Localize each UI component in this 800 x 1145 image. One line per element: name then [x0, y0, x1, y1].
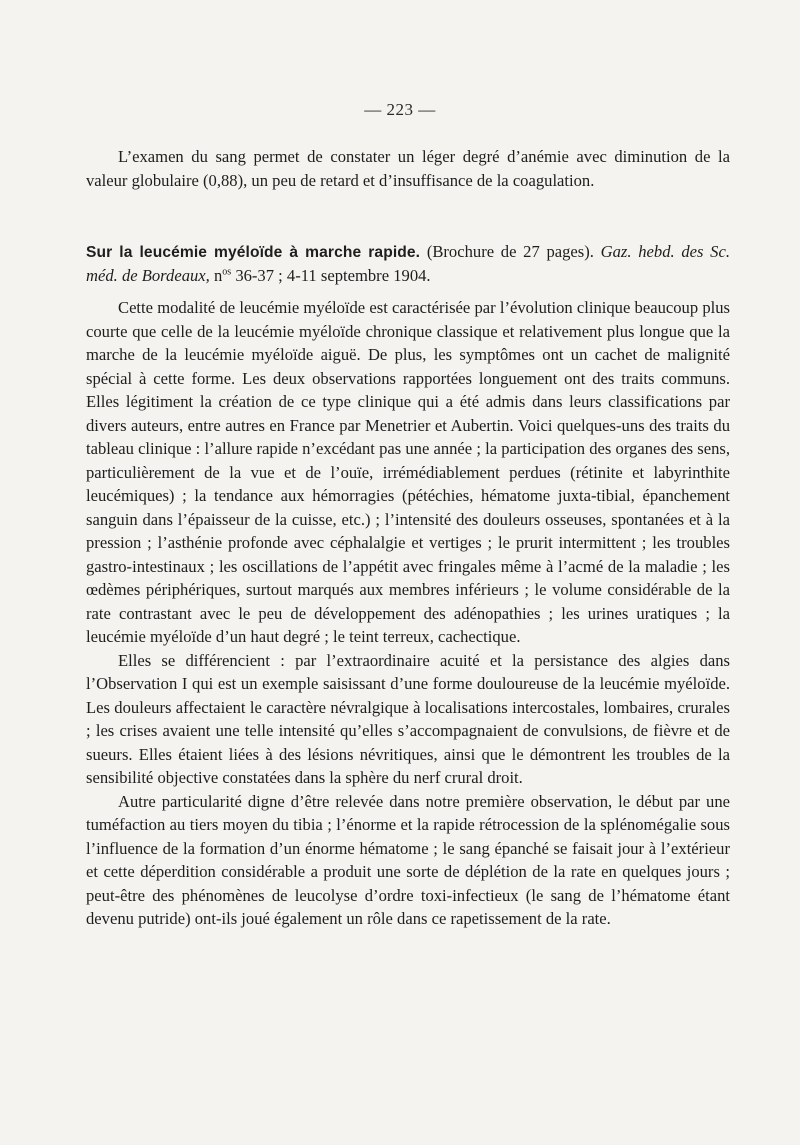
citation-details: (Brochure de 27 pages).	[426, 242, 594, 261]
citation-title: Sur la leucémie myéloïde à marche rapide.	[86, 244, 421, 261]
paragraph-particularity: Autre particularité digne d’être relevée dans notre première observation, le début par une tuméfaction au tiers moyen du tibia ; l’énorme et la rapide rétrocession de la splénomégalie sous l’influence de la formation d’un énorme hématome ; le sang épanché se faisait jour à l’extérieur et cette déperdition considérable a produit une sorte de déplétion de la rate en quelques jours ; peut-être des phénomènes de leucolyse d’ordre toxi-infectieux (le sang de l’hématome étant devenu putride) ont-ils joué également un rôle dans ce rapetissement de la rate.	[86, 791, 730, 928]
citation-issue: 36-37 ; 4-11 septembre 1904.	[235, 266, 431, 285]
paragraph-differences: Elles se différencient : par l’extraordinaire acuité et la persistance des algies dans l’Observation I qui est un exemple saisissant d’une forme douloureuse de la leucémie myéloïde. Les douleurs affectaient le caractère névralgique à localisations intercostales, lombaires, crurales ; les crises avaient une telle intensité qu’elles s’accompagnaient de convulsions, de fièvre et de sueurs. Elles étaient liées à des lésions névritiques, ainsi que le démontrent les troubles de la sensibilité objective constatées dans la sphère du nerf crural droit.	[86, 650, 730, 787]
citation-journal: Gaz. hebd. des Sc. méd. de Bordeaux,	[86, 242, 730, 285]
citation-heading	[86, 240, 730, 287]
citation-issue-sup: os	[222, 266, 232, 278]
intro-section	[86, 145, 730, 192]
intro-paragraph: L’examen du sang permet de constater un léger degré d’anémie avec diminution de la valeur globulaire (0,88), un peu de retard et d’insuffisance de la coagulation.	[86, 147, 730, 190]
citation-issue-prefix: n	[213, 266, 223, 285]
body-text	[86, 296, 730, 931]
paragraph-clinical-features: Cette modalité de leucémie myéloïde est caractérisée par l’évolution clinique beaucoup plus courte que celle de la leucémie myéloïde chronique classique et relativement plus longue que la marche de la leucémie myéloïde aiguë. De plus, les symptômes ont un cachet de malignité spécial à cette forme. Les deux observations rapportées longuement ont des traits communs. Elles légitiment la création de ce type clinique qui a été admis dans leurs classifications par divers auteurs, entre autres en France par Menetrier et Aubertin. Voici quelques-uns des traits du tableau clinique : l’allure rapide n’excédant pas une année ; la participation des organes des sens, particulièrement de la vue et de l’ouïe, irrémédiablement perdues (rétinite et labyrinthite leucémiques) ; la tendance aux hémorragies (pétéchies, hématome juxta-tibial, épanchement sanguin dans l’épaisseur de la cuisse, etc.) ; l’intensité des douleurs osseuses, spontanées et à la pression ; l’asthénie profonde avec céphalalgie et vertiges ; le prurit intermittent ; les troubles gastro-intestinaux ; les oscillations de l’appétit avec fringales même à l’acmé de la maladie ; les œdèmes périphériques, surtout marqués aux membres inférieurs ; le volume considérable de la rate contrastant avec le peu de développement des adénopathies ; les urines uratiques ; la leucémie myéloïde d’un haut degré ; le teint terreux, cachectique.	[86, 298, 730, 646]
page-number: — 223 —	[364, 100, 436, 119]
